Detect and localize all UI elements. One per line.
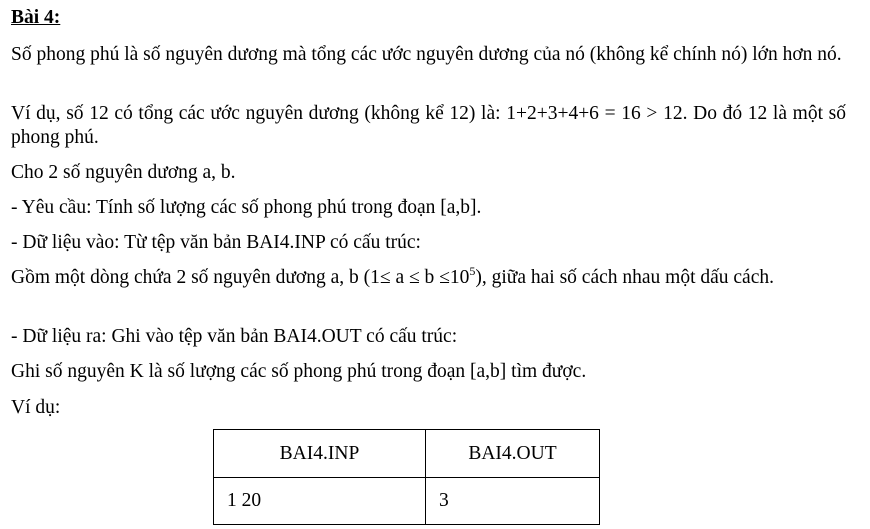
input-description-tail: ), giữa hai số cách nhau một dấu cách. bbox=[475, 267, 774, 288]
problem-title: Bài 4: bbox=[11, 7, 61, 28]
input-description bbox=[11, 266, 846, 290]
table-header-output: BAI4.OUT bbox=[426, 430, 600, 478]
exponent: 5 bbox=[469, 264, 476, 278]
example-label: Ví dụ: bbox=[11, 397, 61, 418]
definition-paragraph: Số phong phú là số nguyên dương mà tổng các ước nguyên dương của nó (không kể chính nó) lớn hơn nó. bbox=[11, 44, 842, 65]
given-paragraph: Cho 2 số nguyên dương a, b. bbox=[11, 162, 236, 183]
output-heading: - Dữ liệu ra: Ghi vào tệp văn bản BAI4.OUT có cấu trúc: bbox=[11, 326, 458, 347]
example-table bbox=[213, 429, 600, 525]
example-explanation-paragraph: Ví dụ, số 12 có tổng các ước nguyên dương (không kể 12) là: 1+2+3+4+6 = 16 > 12. Do đó 12 là một số phong phú. bbox=[11, 103, 846, 148]
output-description: Ghi số nguyên K là số lượng các số phong phú trong đoạn [a,b] tìm được. bbox=[11, 361, 587, 382]
table-row bbox=[214, 478, 600, 525]
table-cell-input: 1 20 bbox=[214, 478, 426, 525]
input-description-text: Gồm một dòng chứa 2 số nguyên dương a, b (1≤ a ≤ b ≤10 bbox=[11, 267, 470, 288]
table-cell-output: 3 bbox=[426, 478, 600, 525]
requirement-paragraph: - Yêu cầu: Tính số lượng các số phong phú trong đoạn [a,b]. bbox=[11, 197, 482, 218]
input-heading: - Dữ liệu vào: Từ tệp văn bản BAI4.INP có cấu trúc: bbox=[11, 232, 421, 253]
table-header-row bbox=[214, 430, 600, 478]
table-header-input: BAI4.INP bbox=[214, 430, 426, 478]
